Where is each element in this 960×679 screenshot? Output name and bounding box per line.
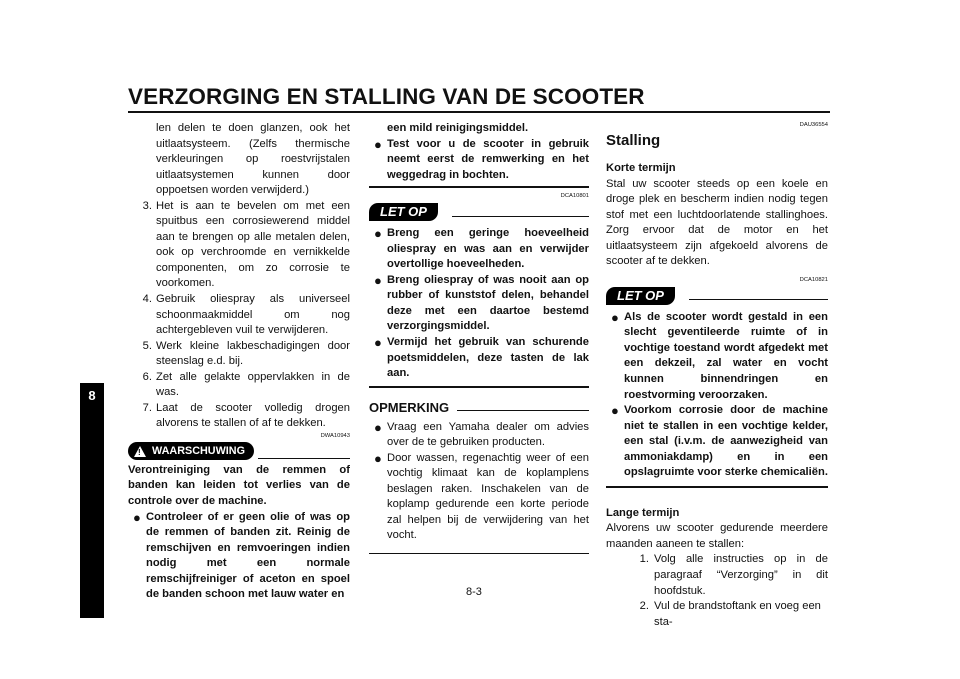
warning-text: Verontreiniging van de remmen of banden kan leiden tot verlies van de controle over de machine.	[128, 463, 350, 508]
list-item: ● Controleer of er geen olie of was op de remmen of banden zit. Reinig de remschijven en remvoeringen indien nodig met een normale remschijfreiniger of aceton en spoel de banden schoon met lauw water en	[128, 510, 350, 603]
list-item: ● Door wassen, regenachtig weer of een vochtig klimaat kan de koplamplens beslagen raken. Inschakelen van de koplamp gedurende een korte periode zal helpen bij de verwijdering van het vocht.	[369, 451, 589, 544]
warning-label: WAARSCHUWING	[152, 445, 245, 458]
bullet-icon: ●	[374, 335, 382, 351]
caution-badge: LET OP	[606, 287, 675, 305]
section-divider	[369, 186, 589, 188]
paragraph: Alvorens uw scooter gedurende meerdere maanden aaneen te stallen:	[606, 522, 828, 550]
paragraph: Stal uw scooter steeds op een koele en droge plek en bescherm indien nodig tegen stof met een luchtdoorlatende stallinghoes. Zorg ervoor dat de motor en het uitlaatsysteem zijn afgekoeld alvorens de scooter af te dekken.	[606, 177, 828, 268]
column-1	[128, 121, 350, 603]
page-number: 8-3	[466, 586, 482, 598]
list-item: ● Breng een geringe hoeveelheid oliespray en was aan en verwijder overtollige hoeveelheden.	[369, 226, 589, 273]
list-item: 7. Laat de scooter volledig drogen alvorens te stallen of af te dekken.	[142, 401, 350, 430]
warning-triangle-icon: !	[134, 446, 146, 457]
title-underline	[128, 111, 830, 113]
caution-header	[606, 286, 828, 306]
bullet-icon: ●	[611, 309, 619, 325]
bullet-icon: ●	[374, 136, 382, 152]
section-heading: Stalling	[606, 132, 661, 149]
column-2	[369, 121, 589, 554]
warning-header	[128, 442, 350, 461]
caution-header	[369, 202, 589, 222]
list-item: ● Voorkom corrosie door de machine niet te stallen in een vochtige kelder, een stal (i.v.m. de aanwezigheid van ammoniakdamp) en in een opslagruimte voor sterke chemicaliën.	[606, 403, 828, 481]
note-header	[369, 398, 589, 418]
warning-badge	[128, 442, 254, 460]
note-label: OPMERKING	[369, 399, 450, 415]
caution-rule	[452, 216, 589, 217]
continued-paragraph: len delen te doen glanzen, ook het uitlaatsysteem. (Zelfs thermische verkleuringen op roestvrijstalen uitlaatsystemen kunnen door oppoetsen worden verwijderd.)	[156, 122, 350, 197]
reference-code: DAU36554	[799, 122, 828, 128]
bullet-icon: ●	[611, 403, 619, 419]
subheading: Lange termijn	[606, 506, 680, 519]
continued-paragraph: een mild reinigingsmiddel.	[387, 122, 529, 134]
list-item: 1. Volg alle instructies op in de paragraaf “Verzorging” in dit hoofdstuk.	[639, 553, 828, 597]
reference-code: DCA10801	[560, 193, 589, 200]
chapter-tab: 8	[80, 383, 104, 618]
list-item: 4. Gebruik oliespray als universeel schoonmaakmiddel om nog achtergebleven vuil te verwijderen.	[142, 293, 350, 337]
caution-rule	[689, 299, 828, 300]
list-item: 3. Het is aan te bevelen om met een spuitbus een corrosiewerend middel aan te brengen op alle metalen delen, ook op verchroomde en vernikkelde componenten, om zo corrosie te voorkomen.	[142, 199, 350, 290]
bullet-icon: ●	[374, 272, 382, 288]
bullet-icon: ●	[133, 509, 141, 525]
section-divider	[369, 386, 589, 388]
list-item: ● Breng oliespray of was nooit aan op rubber of kunststof delen, behandel deze met een daartoe bestemd verzorgingsmiddel.	[369, 273, 589, 335]
list-item: 2. Vul de brandstoftank en voeg een sta-	[639, 600, 821, 628]
bullet-icon: ●	[374, 226, 382, 242]
reference-code: DWA10943	[320, 432, 350, 439]
list-item: ● Test voor u de scooter in gebruik neemt eerst de remwerking en het weggedrag in bochten.	[369, 137, 589, 184]
note-rule	[457, 410, 589, 411]
list-item: 5. Werk kleine lakbeschadigingen door steenslag e.d. bij.	[142, 339, 350, 368]
section-divider	[369, 553, 589, 554]
bullet-icon: ●	[374, 450, 382, 466]
subheading: Korte termijn	[606, 162, 676, 174]
section-divider	[606, 486, 828, 488]
list-item: ● Als de scooter wordt gestald in een slecht geventileerde ruimte of in vochtige toestand wordt afgedekt met een dekzeil, zal water en vocht kunnen binnendringen en roestvorming veroorzaken.	[606, 310, 828, 403]
list-item: ● Vermijd het gebruik van schurende poetsmiddelen, deze tasten de lak aan.	[369, 335, 589, 382]
reference-code: DCA10821	[799, 276, 828, 283]
page-title: VERZORGING EN STALLING VAN DE SCOOTER	[128, 84, 645, 109]
bullet-icon: ●	[374, 419, 382, 435]
list-item: 6. Zet alle gelakte oppervlakken in de was.	[142, 370, 350, 399]
warning-rule	[258, 458, 350, 459]
column-3	[606, 121, 828, 630]
list-item: ● Vraag een Yamaha dealer om advies over de te gebruiken producten.	[369, 420, 589, 451]
caution-badge: LET OP	[369, 203, 438, 221]
